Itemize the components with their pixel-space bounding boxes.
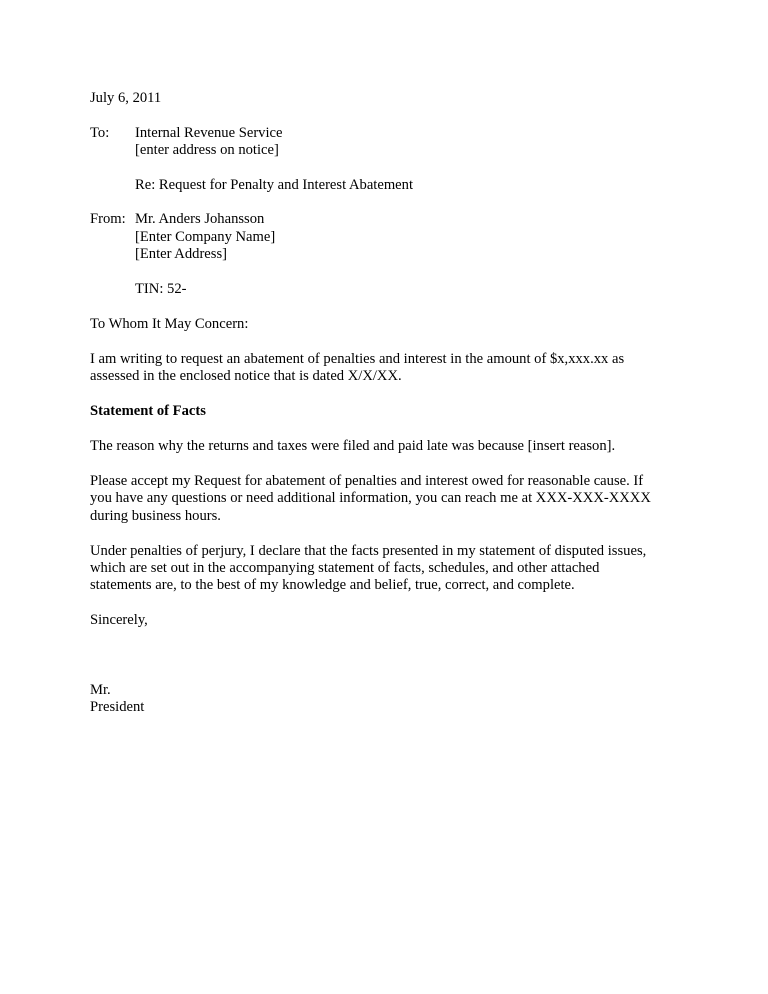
tin-line: TIN: 52- [135,281,187,297]
perjury-paragraph-line-3: statements are, to the best of my knowledge and belief, true, correct, and complete. [90,577,575,593]
request-paragraph-line-3: during business hours. [90,508,221,524]
perjury-paragraph-line-1: Under penalties of perjury, I declare that the facts presented in my statement of disputed issues, [90,543,647,559]
recipient-name: Internal Revenue Service [135,125,283,141]
subject-line: Re: Request for Penalty and Interest Abatement [135,177,414,193]
request-paragraph-line-2: you have any questions or need additional information, you can reach me at XXX-XXX-XXXX [90,490,651,506]
sender-company: [Enter Company Name] [135,229,276,245]
intro-paragraph-line-2: assessed in the enclosed notice that is dated X/X/XX. [90,368,402,384]
sender-name: Mr. Anders Johansson [135,211,265,227]
signature-title: President [90,699,145,715]
from-label: From: [90,211,126,227]
intro-paragraph-line-1: I am writing to request an abatement of penalties and interest in the amount of $x,xxx.xx as [90,351,625,367]
letter-date: July 6, 2011 [90,90,162,106]
section-heading: Statement of Facts [90,403,206,419]
salutation: To Whom It May Concern: [90,316,249,332]
signature-name: Mr. [90,682,111,698]
perjury-paragraph-line-2: which are set out in the accompanying statement of facts, schedules, and other attached [90,560,600,576]
closing: Sincerely, [90,612,148,628]
reason-paragraph: The reason why the returns and taxes were filed and paid late was because [insert reason]. [90,438,616,454]
to-label: To: [90,125,110,141]
request-paragraph-line-1: Please accept my Request for abatement of penalties and interest owed for reasonable cause. If [90,473,644,489]
recipient-address: [enter address on notice] [135,142,279,158]
sender-address: [Enter Address] [135,246,227,262]
